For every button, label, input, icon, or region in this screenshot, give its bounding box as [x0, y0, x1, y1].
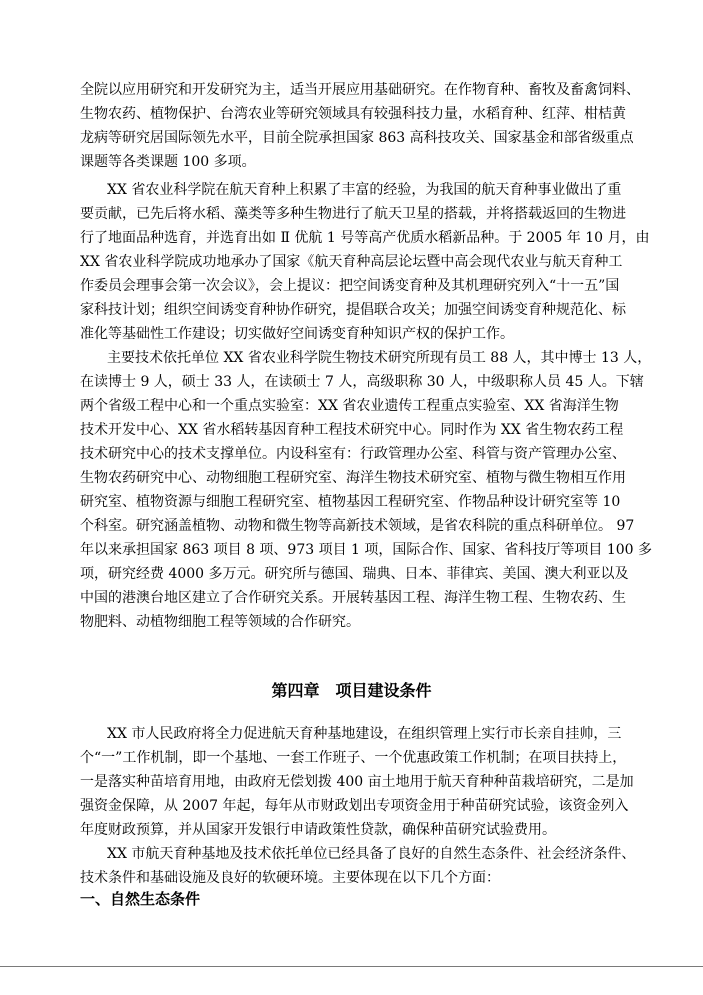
paragraph-2-line: XX 省农业科学院成功地承办了国家《航天育种高层论坛暨中高会现代农业与航天育种工	[80, 254, 623, 270]
paragraph-3-line: 两个省级工程中心和一个重点实验室：XX 省农业遗传工程重点实验室、XX 省海洋生物	[80, 398, 619, 414]
paragraph-2-line: XX 省农业科学院在航天育种上积累了丰富的经验，为我国的航天育种事业做出了重	[107, 182, 622, 198]
chapter-title: 第四章 项目建设条件	[271, 681, 432, 700]
paragraph-3-line: 项，研究经费 4000 多万元。研究所与德国、瑞典、日本、菲律宾、美国、澳大利亚以及	[80, 566, 629, 582]
paragraph-3-line: 技术开发中心、XX 省水稻转基因育种工程技术研究中心。同时作为 XX 省生物农药工程	[80, 422, 624, 438]
paragraph-3-line: 主要技术依托单位 XX 省农业科学院生物技术研究所现有员工 88 人，其中博士 13 人，	[107, 350, 652, 366]
paragraph-2-line: 家科技计划；组织空间诱变育种协作研究，提倡联合攻关；加强空间诱变育种规范化、标	[80, 302, 626, 318]
paragraph-1-line: 全院以应用研究和开发研究为主，适当开展应用基础研究。在作物育种、畜牧及畜禽饲料、	[80, 82, 640, 98]
paragraph-2-line: 准化等基础性工作建设；切实做好空间诱变育种知识产权的保护工作。	[80, 326, 514, 342]
paragraph-4-line: 年度财政预算，并从国家开发银行申请政策性贷款，确保种苗研究试验费用。	[80, 822, 556, 838]
paragraph-3-line: 在读博士 9 人，硕士 33 人，在读硕士 7 人，高级职称 30 人，中级职称人员 45 人。下辖	[80, 374, 644, 390]
paragraph-3-line: 年以来承担国家 863 项目 8 项、973 项目 1 项，国际合作、国家、省科技厅等项目 100 多	[80, 542, 653, 558]
paragraph-3-line: 生物农药研究中心、动物细胞工程研究室、海洋生物技术研究室、植物与微生物相互作用	[80, 470, 626, 486]
paragraph-5-line: XX 市航天育种基地及技术依托单位已经具备了良好的自然生态条件、社会经济条件、	[107, 846, 636, 862]
paragraph-1-line: 生物农药、植物保护、台湾农业等研究领域具有较强科技力量，水稻育种、红萍、柑桔黄	[80, 106, 626, 122]
paragraph-1-line: 课题等各类课题 100 多项。	[80, 154, 256, 170]
paragraph-4-line: XX 市人民政府将全力促进航天育种基地建设，在组织管理上实行市长亲自挂帅，三	[107, 726, 622, 742]
paragraph-4-line: 个“一”工作机制，即一个基地、一套工作班子、一个优惠政策工作机制；在项目扶持上，	[80, 750, 627, 766]
paragraph-3-line: 物肥料、动植物细胞工程等领域的合作研究。	[80, 614, 360, 630]
paragraph-1-line: 龙病等研究居国际领先水平，目前全院承担国家 863 高科技攻关、国家基金和部省级重点	[80, 130, 634, 146]
paragraph-2-line: 要贡献，已先后将水稻、藻类等多种生物进行了航天卫星的搭载，并将搭载返回的生物进	[80, 206, 626, 222]
paragraph-3-line: 研究室、植物资源与细胞工程研究室、植物基因工程研究室、作物品种设计研究室等 10	[80, 494, 621, 510]
paragraph-5-line: 技术条件和基础设施及良好的软硬环境。主要体现在以下几个方面：	[80, 870, 500, 886]
section-title: 一、自然生态条件	[80, 890, 201, 908]
paragraph-2-line: 作委员会理事会第一次会议》，会上提议：把空间诱变育种及其机理研究列入“十一五”国	[80, 278, 620, 294]
paragraph-4-line: 一是落实种苗培育用地，由政府无偿划拨 400 亩土地用于航天育种种苗栽培研究，二是加	[80, 774, 634, 790]
page-footer-rule	[0, 966, 703, 967]
paragraph-3-line: 技术研究中心的技术支撑单位。内设科室有：行政管理办公室、科管与资产管理办公室、	[80, 446, 626, 462]
paragraph-3-line: 中国的港澳台地区建立了合作研究关系。开展转基因工程、海洋生物工程、生物农药、生	[80, 590, 626, 606]
paragraph-2-line: 行了地面品种选育，并选育出如 Ⅱ 优航 1 号等高产优质水稻新品种。于 2005 年 10 月，由	[80, 230, 650, 246]
paragraph-3-line: 个科室。研究涵盖植物、动物和微生物等高新技术领域，是省农科院的重点科研单位。 97	[80, 518, 635, 534]
paragraph-4-line: 强资金保障，从 2007 年起，每年从市财政划出专项资金用于种苗研究试验，该资金列入	[80, 798, 629, 814]
